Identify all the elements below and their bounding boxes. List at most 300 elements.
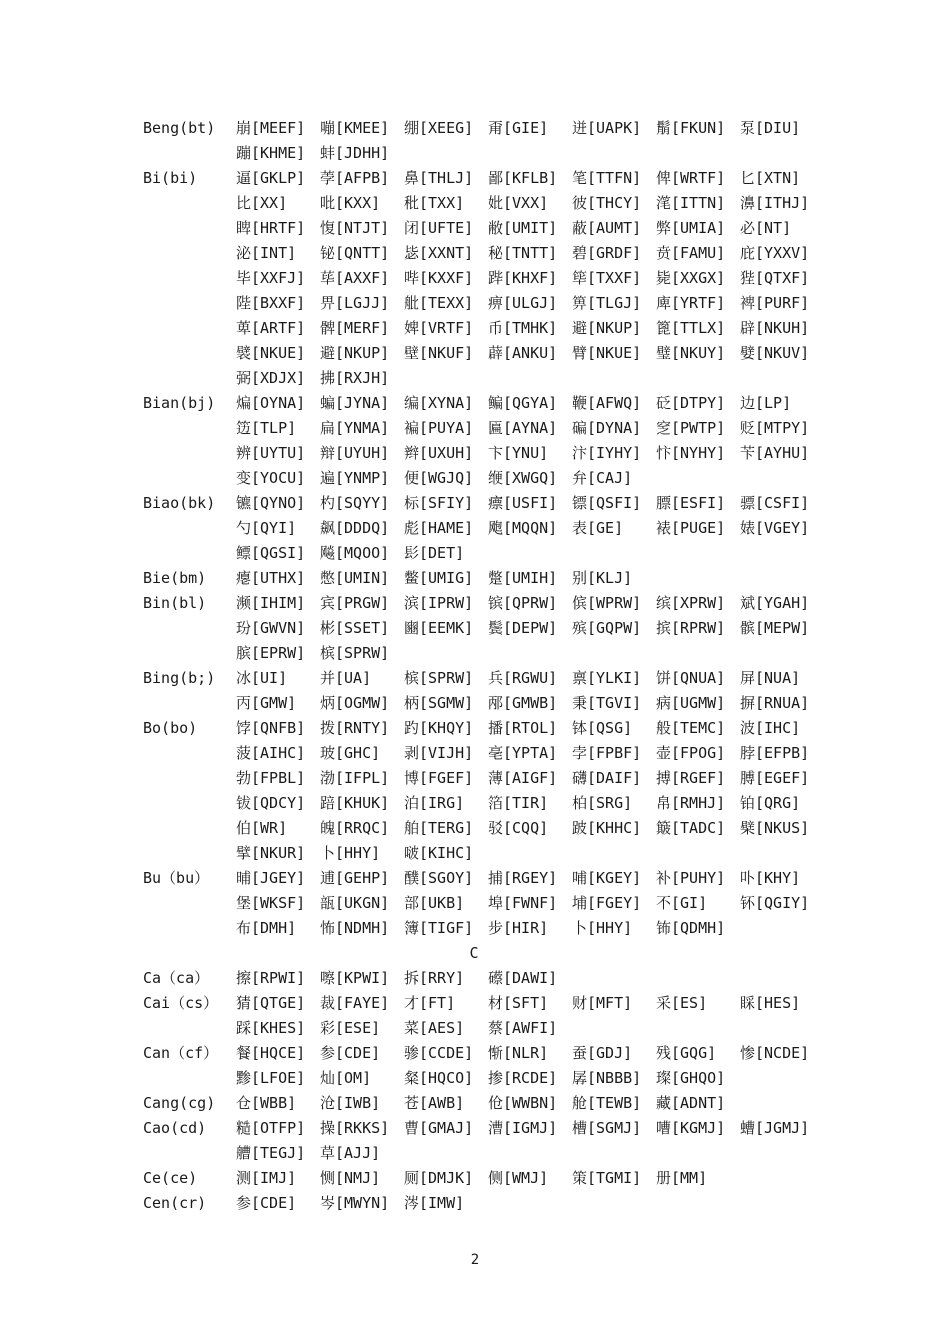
character-code-entry: 秕[TXX] xyxy=(404,194,465,212)
character-code-entry: 嬖[NKUV] xyxy=(740,344,810,362)
character-code-entry: 缤[XPRW] xyxy=(656,594,726,612)
character-code-entry: 嘣[KMEE] xyxy=(320,119,390,137)
character-code-entry: 卜[HHY] xyxy=(572,919,633,937)
character-code-entry: 猜[QTGE] xyxy=(236,994,306,1012)
character-code-entry: 鳊[QGYA] xyxy=(488,394,558,412)
character-code-entry: 骠[CSFI] xyxy=(740,494,810,512)
character-code-entry: 钹[QDCY] xyxy=(236,794,306,812)
character-code-entry: 睬[HES] xyxy=(740,994,801,1012)
character-code-entry: 庇[YXXV] xyxy=(740,244,810,262)
character-code-entry: 擦[RPWI] xyxy=(236,969,306,987)
character-code-entry: 操[RKKS] xyxy=(320,1119,390,1137)
character-code-entry: 般[TEMC] xyxy=(656,719,726,737)
character-code-entry: 丙[GMW] xyxy=(236,694,297,712)
character-code-entry: 并[UA] xyxy=(320,669,372,687)
character-code-grid xyxy=(236,1041,824,1091)
pinyin-group xyxy=(143,116,843,166)
character-code-entry: 褊[PUYA] xyxy=(404,419,474,437)
character-code-entry: 策[TGMI] xyxy=(572,1169,642,1187)
pinyin-label: Bo(bo) xyxy=(143,719,198,737)
character-code-grid xyxy=(236,716,824,866)
character-code-entry: 簸[TADC] xyxy=(656,819,726,837)
pinyin-label: Biao(bk) xyxy=(143,494,216,512)
character-code-entry: 泊[IRG] xyxy=(404,794,465,812)
pinyin-label: Cao(cd) xyxy=(143,1119,207,1137)
character-code-entry: 玢[GWVN] xyxy=(236,619,306,637)
pinyin-group xyxy=(143,1166,843,1191)
pinyin-label: Bian(bj) xyxy=(143,394,216,412)
pinyin-group xyxy=(143,1041,843,1091)
character-code-entry: 黪[LFOE] xyxy=(236,1069,306,1087)
character-code-entry: 闭[UFTE] xyxy=(404,219,474,237)
character-code-entry: 渤[IFPL] xyxy=(320,769,390,787)
character-code-entry: 宾[PRGW] xyxy=(320,594,390,612)
character-code-entry: 编[XYNA] xyxy=(404,394,474,412)
character-code-entry: 冰[UI] xyxy=(236,669,288,687)
character-code-entry: 吡[KXX] xyxy=(320,194,381,212)
character-code-entry: 残[GQG] xyxy=(656,1044,717,1062)
character-code-entry: 汴[IYHY] xyxy=(572,444,642,462)
character-code-entry: 仓[WBB] xyxy=(236,1094,297,1112)
character-code-entry: 笔[TTFN] xyxy=(572,169,642,187)
character-code-entry: 槽[SGMJ] xyxy=(572,1119,642,1137)
character-code-entry: 壶[FPOG] xyxy=(656,744,726,762)
character-code-entry: 秉[TGVI] xyxy=(572,694,642,712)
character-code-entry: 采[ES] xyxy=(656,994,708,1012)
character-code-entry: 滗[ITTN] xyxy=(656,194,726,212)
character-code-entry: 屏[NUA] xyxy=(740,669,801,687)
character-code-entry: 檗[NKUS] xyxy=(740,819,810,837)
pinyin-group xyxy=(143,716,843,866)
pinyin-label: Bie(bm) xyxy=(143,569,207,587)
character-code-grid xyxy=(236,966,824,991)
character-code-entry: 鬅[FKUN] xyxy=(656,119,726,137)
character-code-entry: 邴[GMWB] xyxy=(488,694,558,712)
pinyin-label: Cai（cs） xyxy=(143,994,219,1012)
character-code-entry: 滨[IPRW] xyxy=(404,594,474,612)
character-code-entry: 痹[ULGJ] xyxy=(488,294,558,312)
character-code-entry: 彼[THCY] xyxy=(572,194,642,212)
character-code-entry: 跸[KHXF] xyxy=(488,269,558,287)
character-code-entry: 哺[KGEY] xyxy=(572,869,642,887)
character-code-entry: 禀[YLKI] xyxy=(572,669,642,687)
character-code-grid xyxy=(236,391,824,491)
character-code-entry: 礴[DAIF] xyxy=(572,769,642,787)
pinyin-label: Bu（bu） xyxy=(143,869,210,887)
character-code-entry: 厕[DMJK] xyxy=(404,1169,474,1187)
character-code-entry: 飙[DDDQ] xyxy=(320,519,390,537)
character-code-grid xyxy=(236,491,824,566)
character-code-entry: 襞[NKUE] xyxy=(236,344,306,362)
character-code-entry: 迸[UAPK] xyxy=(572,119,642,137)
character-code-entry: 怖[NDMH] xyxy=(320,919,390,937)
pinyin-group xyxy=(143,866,843,941)
character-code-entry: 哔[KXXF] xyxy=(404,269,474,287)
character-code-entry: 婊[VGEY] xyxy=(740,519,810,537)
pinyin-group xyxy=(143,1091,843,1116)
character-code-entry: 灿[OM] xyxy=(320,1069,372,1087)
character-code-entry: 遍[YNMP] xyxy=(320,469,390,487)
character-code-entry: 波[IHC] xyxy=(740,719,801,737)
character-code-entry: 岑[MWYN] xyxy=(320,1194,390,1212)
character-code-entry: 参[CDE] xyxy=(236,1194,297,1212)
character-code-entry: 濒[IHIM] xyxy=(236,594,306,612)
character-code-entry: 缏[XWGQ] xyxy=(488,469,558,487)
character-code-entry: 布[DMH] xyxy=(236,919,297,937)
character-code-entry: 勺[QYI] xyxy=(236,519,297,537)
character-code-entry: 柏[SRG] xyxy=(572,794,633,812)
character-code-entry: 髟[DET] xyxy=(404,544,465,562)
pinyin-label: Bing(b;) xyxy=(143,669,216,687)
character-code-entry: 舭[TEXX] xyxy=(404,294,474,312)
character-code-entry: 魄[RRQC] xyxy=(320,819,390,837)
character-code-entry: 补[PUHY] xyxy=(656,869,726,887)
character-code-entry: 钵[QSG] xyxy=(572,719,633,737)
character-code-entry: 陛[BXXF] xyxy=(236,294,306,312)
character-code-entry: 薄[AIGF] xyxy=(488,769,558,787)
character-code-entry: 彪[HAME] xyxy=(404,519,474,537)
character-code-entry: 拆[RRY] xyxy=(404,969,465,987)
character-code-entry: 饼[QNUA] xyxy=(656,669,726,687)
character-code-entry: 髀[MERF] xyxy=(320,319,390,337)
character-code-entry: 醭[SGOY] xyxy=(404,869,474,887)
character-code-grid xyxy=(236,116,824,166)
character-code-entry: 柄[SGMW] xyxy=(404,694,474,712)
character-code-entry: 变[YOCU] xyxy=(236,469,306,487)
character-code-entry: 币[TMHK] xyxy=(488,319,558,337)
character-code-entry: 砭[DTPY] xyxy=(656,394,726,412)
character-code-entry: 畀[LGJJ] xyxy=(320,294,390,312)
character-code-entry: 捕[RGEY] xyxy=(488,869,558,887)
character-code-entry: 瘭[USFI] xyxy=(488,494,558,512)
character-code-entry: 粲[HQCO] xyxy=(404,1069,474,1087)
character-code-entry: 惨[NCDE] xyxy=(740,1044,810,1062)
character-code-entry: 裱[PUGE] xyxy=(656,519,726,537)
character-code-entry: 瘪[UTHX] xyxy=(236,569,306,587)
character-code-entry: 踣[KHUK] xyxy=(320,794,390,812)
character-code-entry: 崩[MEEF] xyxy=(236,119,306,137)
character-code-entry: 俾[WRTF] xyxy=(656,169,726,187)
character-code-entry: 裨[PURF] xyxy=(740,294,810,312)
character-code-entry: 擘[NKUR] xyxy=(236,844,306,862)
character-code-entry: 拂[RXJH] xyxy=(320,369,390,387)
character-code-grid xyxy=(236,1116,824,1166)
character-code-entry: 卟[KHY] xyxy=(740,869,801,887)
character-code-entry: 逼[GKLP] xyxy=(236,169,306,187)
character-code-entry: 餐[HQCE] xyxy=(236,1044,306,1062)
character-code-entry: 臂[NKUE] xyxy=(572,344,642,362)
pinyin-group xyxy=(143,1191,843,1216)
character-code-entry: 测[IMJ] xyxy=(236,1169,297,1187)
character-code-entry: 埠[FWNF] xyxy=(488,894,558,912)
character-code-entry: 憋[UMIN] xyxy=(320,569,390,587)
character-code-entry: 傧[WPRW] xyxy=(572,594,642,612)
character-code-entry: 绷[XEEG] xyxy=(404,119,474,137)
character-code-entry: 步[HIR] xyxy=(488,919,549,937)
character-code-entry: 鳖[UMIG] xyxy=(404,569,474,587)
character-code-entry: 卜[HHY] xyxy=(320,844,381,862)
character-code-entry: 标[SFIY] xyxy=(404,494,474,512)
character-code-entry: 涔[IMW] xyxy=(404,1194,465,1212)
character-code-entry: 扁[YNMA] xyxy=(320,419,390,437)
character-code-entry: 炳[OGMW] xyxy=(320,694,390,712)
character-code-entry: 苍[AWB] xyxy=(404,1094,465,1112)
character-code-entry: 毕[XXFJ] xyxy=(236,269,306,287)
character-code-entry: 庳[YRTF] xyxy=(656,294,726,312)
pinyin-label: Beng(bt) xyxy=(143,119,216,137)
character-code-entry: 槟[SPRW] xyxy=(404,669,474,687)
pinyin-group xyxy=(143,166,843,391)
character-code-entry: 裁[FAYE] xyxy=(320,994,390,1012)
character-code-entry: 驳[CQQ] xyxy=(488,819,549,837)
character-code-entry: 秘[TNTT] xyxy=(488,244,558,262)
character-code-entry: 蔽[AUMT] xyxy=(572,219,642,237)
character-code-entry: 便[WGJQ] xyxy=(404,469,474,487)
character-code-entry: 筚[TXXF] xyxy=(572,269,642,287)
character-code-entry: 辟[NKUH] xyxy=(740,319,810,337)
character-code-entry: 铂[QRG] xyxy=(740,794,801,812)
character-code-entry: 财[MFT] xyxy=(572,994,633,1012)
character-code-entry: 荜[AXXF] xyxy=(320,269,390,287)
character-code-entry: 钸[QDMH] xyxy=(656,919,726,937)
character-code-entry: 啵[KIHC] xyxy=(404,844,474,862)
character-code-entry: 匾[AYNA] xyxy=(488,419,558,437)
character-code-grid xyxy=(236,1191,824,1216)
character-code-entry: 殡[GQPW] xyxy=(572,619,642,637)
character-code-entry: 杓[SQYY] xyxy=(320,494,390,512)
character-code-entry: 妣[VXX] xyxy=(488,194,549,212)
character-code-grid xyxy=(236,1091,824,1116)
character-code-entry: 帛[RMHJ] xyxy=(656,794,726,812)
character-code-entry: 参[CDE] xyxy=(320,1044,381,1062)
character-code-entry: 煸[OYNA] xyxy=(236,394,306,412)
character-code-entry: 蹦[KHME] xyxy=(236,144,306,162)
character-code-grid xyxy=(236,566,824,591)
character-code-entry: 避[NKUP] xyxy=(572,319,642,337)
character-code-entry: 泌[INT] xyxy=(236,244,297,262)
character-code-entry: 埔[FGEY] xyxy=(572,894,642,912)
character-code-entry: 簿[TIGF] xyxy=(404,919,474,937)
character-code-entry: 苄[AYHU] xyxy=(740,444,810,462)
character-code-entry: 毙[XXGX] xyxy=(656,269,726,287)
character-code-entry: 避[NKUP] xyxy=(320,344,390,362)
character-code-entry: 鄙[KFLB] xyxy=(488,169,558,187)
character-code-entry: 璧[NKUY] xyxy=(656,344,726,362)
page-number: 2 xyxy=(470,1252,480,1268)
character-code-entry: 膘[ESFI] xyxy=(656,494,726,512)
character-code-entry: 艚[TEGJ] xyxy=(236,1144,306,1162)
character-code-entry: 蚕[GDJ] xyxy=(572,1044,633,1062)
character-code-entry: 播[RTOL] xyxy=(488,719,558,737)
character-code-entry: 菜[AES] xyxy=(404,1019,465,1037)
character-code-entry: 亳[YPTA] xyxy=(488,744,558,762)
pinyin-label: Can（cf） xyxy=(143,1044,219,1062)
character-code-entry: 瓿[UKGN] xyxy=(320,894,390,912)
character-code-entry: 婢[VRTF] xyxy=(404,319,474,337)
character-code-entry: 镔[QPRW] xyxy=(488,594,558,612)
character-code-entry: 镳[QYNO] xyxy=(236,494,306,512)
pinyin-group xyxy=(143,1116,843,1166)
pinyin-group xyxy=(143,591,843,666)
character-code-entry: 弁[CAJ] xyxy=(572,469,633,487)
character-code-entry: 彩[ESE] xyxy=(320,1019,381,1037)
pinyin-group xyxy=(143,991,843,1041)
character-code-entry: 槟[SPRW] xyxy=(320,644,390,662)
character-code-entry: 曹[GMAJ] xyxy=(404,1119,474,1137)
character-code-entry: 篦[TTLX] xyxy=(656,319,726,337)
character-code-entry: 病[UGMW] xyxy=(656,694,726,712)
character-code-entry: 材[SFT] xyxy=(488,994,549,1012)
character-code-entry: 璨[GHQO] xyxy=(656,1069,726,1087)
character-code-entry: 边[LP] xyxy=(740,394,792,412)
character-code-entry: 辩[UYUH] xyxy=(320,444,390,462)
character-code-entry: 博[FGEF] xyxy=(404,769,474,787)
character-code-entry: 逋[GEHP] xyxy=(320,869,390,887)
character-code-entry: 伯[WR] xyxy=(236,819,288,837)
character-code-entry: 斌[YGAH] xyxy=(740,594,810,612)
character-code-entry: 摒[RNUA] xyxy=(740,694,810,712)
character-code-entry: 趵[KHQY] xyxy=(404,719,474,737)
character-code-entry: 剥[VIJH] xyxy=(404,744,474,762)
character-code-entry: 狴[QTXF] xyxy=(740,269,810,287)
character-code-entry: 铋[QNTT] xyxy=(320,244,390,262)
pinyin-group xyxy=(143,391,843,491)
character-code-entry: 骖[CCDE] xyxy=(404,1044,474,1062)
character-code-entry: 勃[FPBL] xyxy=(236,769,306,787)
character-code-entry: 玻[GHC] xyxy=(320,744,381,762)
character-code-grid xyxy=(236,866,824,941)
character-code-entry: 摈[RPRW] xyxy=(656,619,726,637)
character-code-entry: 沧[IWB] xyxy=(320,1094,381,1112)
pinyin-group xyxy=(143,666,843,716)
character-code-entry: 飑[MQQN] xyxy=(488,519,558,537)
character-code-entry: 卞[YNU] xyxy=(488,444,549,462)
character-code-entry: 别[KLJ] xyxy=(572,569,633,587)
character-code-entry: 脖[EFPB] xyxy=(740,744,810,762)
character-code-entry: 蚌[JDHH] xyxy=(320,144,390,162)
character-code-entry: 孛[FPBF] xyxy=(572,744,642,762)
character-code-entry: 弊[UMIA] xyxy=(656,219,726,237)
character-code-entry: 蔡[AWFI] xyxy=(488,1019,558,1037)
character-code-entry: 漕[IGMJ] xyxy=(488,1119,558,1137)
character-code-grid xyxy=(236,1166,824,1191)
character-code-entry: 搏[RGEF] xyxy=(656,769,726,787)
character-code-entry: 伧[WWBN] xyxy=(488,1094,558,1112)
pinyin-group xyxy=(143,491,843,566)
pinyin-group xyxy=(143,566,843,591)
character-code-entry: 笾[TLP] xyxy=(236,419,297,437)
character-code-entry: 掺[RCDE] xyxy=(488,1069,558,1087)
character-code-grid xyxy=(236,666,824,716)
character-code-entry: 碥[DYNA] xyxy=(572,419,642,437)
character-code-entry: 薜[ANKU] xyxy=(488,344,558,362)
character-code-entry: 孱[NBBB] xyxy=(572,1069,642,1087)
character-code-entry: 敝[UMIT] xyxy=(488,219,558,237)
character-code-entry: 膊[EGEF] xyxy=(740,769,810,787)
character-code-entry: 册[MM] xyxy=(656,1169,708,1187)
character-code-entry: 辨[UYTU] xyxy=(236,444,306,462)
character-code-entry: 愎[NTJT] xyxy=(320,219,390,237)
character-code-entry: 弼[XDJX] xyxy=(236,369,306,387)
character-code-entry: 嘈[KGMJ] xyxy=(656,1119,726,1137)
character-code-entry: 荸[AFPB] xyxy=(320,169,390,187)
character-code-entry: 辫[UXUH] xyxy=(404,444,474,462)
character-code-entry: 匕[XTN] xyxy=(740,169,801,187)
character-code-entry: 箔[TIR] xyxy=(488,794,549,812)
character-code-entry: 舱[TEWB] xyxy=(572,1094,642,1112)
character-code-entry: 贲[FAMU] xyxy=(656,244,726,262)
character-code-entry: 晡[JGEY] xyxy=(236,869,306,887)
character-code-entry: 飚[MQOO] xyxy=(320,544,390,562)
character-code-entry: 恻[NMJ] xyxy=(320,1169,381,1187)
pinyin-index-list xyxy=(143,116,843,1216)
character-code-entry: 蝙[JYNA] xyxy=(320,394,390,412)
character-code-entry: 镖[QSFI] xyxy=(572,494,642,512)
character-code-entry: 比[XX] xyxy=(236,194,288,212)
pinyin-label: Ce(ce) xyxy=(143,1169,198,1187)
character-code-entry: 膑[EPRW] xyxy=(236,644,306,662)
character-code-entry: 不[GI] xyxy=(656,894,708,912)
character-code-entry: 萆[ARTF] xyxy=(236,319,306,337)
character-code-entry: 濞[ITHJ] xyxy=(740,194,810,212)
character-code-entry: 踩[KHES] xyxy=(236,1019,306,1037)
pinyin-label: Bin(bl) xyxy=(143,594,207,612)
pinyin-label: Cang(cg) xyxy=(143,1094,216,1112)
character-code-entry: 鳔[QGSI] xyxy=(236,544,306,562)
character-code-entry: 彬[SSET] xyxy=(320,619,390,637)
character-code-entry: 舶[TERG] xyxy=(404,819,474,837)
character-code-entry: 堡[WKSF] xyxy=(236,894,306,912)
character-code-entry: 毖[XXNT] xyxy=(404,244,474,262)
character-code-entry: 兵[RGWU] xyxy=(488,669,558,687)
character-code-entry: 箅[TLGJ] xyxy=(572,294,642,312)
character-code-entry: 豳[EEMK] xyxy=(404,619,474,637)
character-code-entry: 糙[OTFP] xyxy=(236,1119,306,1137)
character-code-grid xyxy=(236,991,824,1041)
character-code-entry: 饽[QNFB] xyxy=(236,719,306,737)
character-code-grid xyxy=(236,166,824,391)
character-code-entry: 鼻[THLJ] xyxy=(404,169,474,187)
character-code-entry: 蹩[UMIH] xyxy=(488,569,558,587)
character-code-entry: 侧[WMJ] xyxy=(488,1169,549,1187)
character-code-entry: 跛[KHHC] xyxy=(572,819,642,837)
character-code-entry: 藏[ADNT] xyxy=(656,1094,726,1112)
character-code-entry: 部[UKB] xyxy=(404,894,465,912)
character-code-entry: 鞭[AFWQ] xyxy=(572,394,642,412)
character-code-entry: 泵[DIU] xyxy=(740,119,801,137)
character-code-entry: 表[GE] xyxy=(572,519,624,537)
character-code-entry: 贬[MTPY] xyxy=(740,419,810,437)
character-code-entry: 睥[HRTF] xyxy=(236,219,306,237)
character-code-entry: 菠[AIHC] xyxy=(236,744,306,762)
character-code-entry: 草[AJJ] xyxy=(320,1144,381,1162)
character-code-entry: 钚[QGIY] xyxy=(740,894,810,912)
character-code-entry: 嚓[KPWI] xyxy=(320,969,390,987)
pinyin-label: Bi(bi) xyxy=(143,169,198,187)
character-code-entry: 礤[DAWI] xyxy=(488,969,558,987)
character-code-entry: 惭[NLR] xyxy=(488,1044,549,1062)
section-letter-heading: C xyxy=(469,944,479,962)
character-code-entry: 才[FT] xyxy=(404,994,456,1012)
character-code-entry: 忭[NYHY] xyxy=(656,444,726,462)
pinyin-label: Ca（ca） xyxy=(143,969,210,987)
pinyin-label: Cen(cr) xyxy=(143,1194,207,1212)
character-code-entry: 窆[PWTP] xyxy=(656,419,726,437)
character-code-entry: 壁[NKUF] xyxy=(404,344,474,362)
character-code-entry: 鬓[DEPW] xyxy=(488,619,558,637)
character-code-grid xyxy=(236,591,824,666)
character-code-entry: 必[NT] xyxy=(740,219,792,237)
